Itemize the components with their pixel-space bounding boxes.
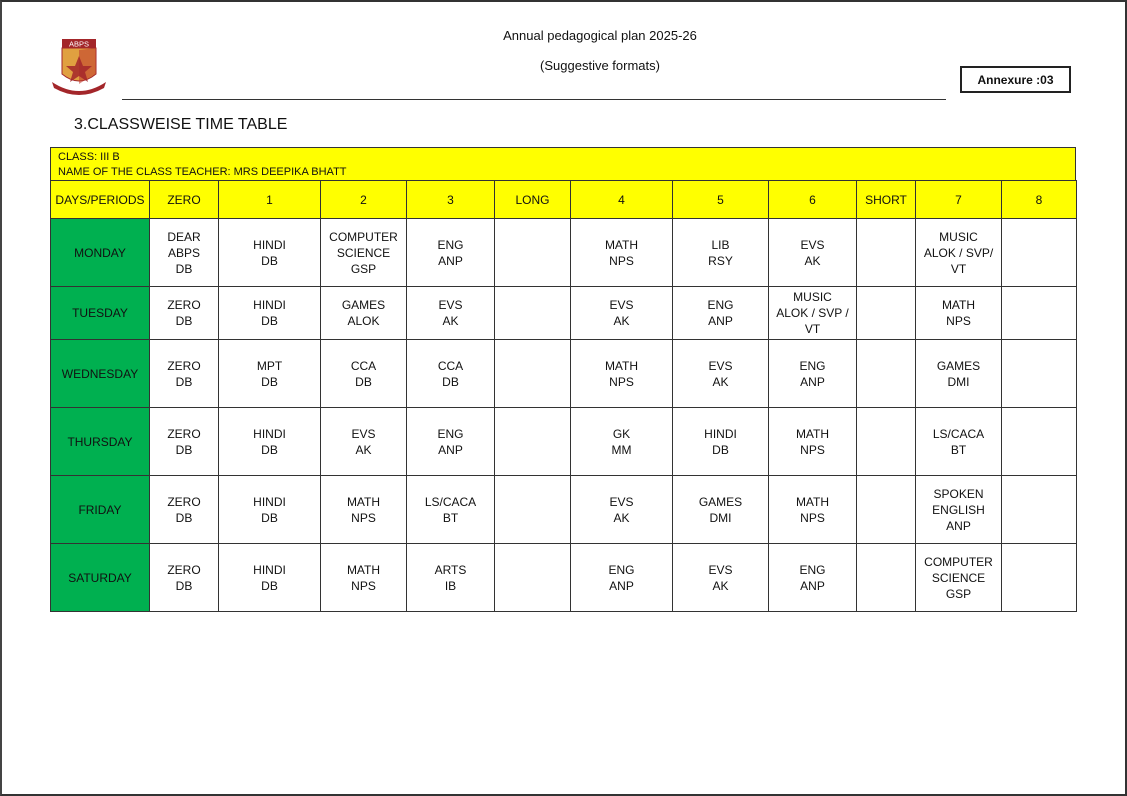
period-cell [219,340,321,408]
table-row [51,408,1077,476]
period-cell [1002,219,1077,287]
period-cell-line: MATH [941,298,976,312]
period-cell-line: HINDI [253,426,286,441]
period-cell [916,340,1002,408]
timetable-header-row [51,181,1077,219]
period-cell [857,544,916,612]
period-cell-line: BT [950,442,967,457]
period-cell [321,408,407,476]
period-cell-line: MUSIC [793,290,832,304]
period-cell-line: ENG [799,562,826,577]
period-cell-line: MATH [346,562,381,577]
period-cell-line: MATH [795,494,830,509]
period-cell-line: NPS [946,314,971,328]
period-cell-line: DMI [709,510,732,525]
column-header: LONG [495,181,571,219]
period-cell [673,408,769,476]
period-cell-line: ANP [800,578,825,593]
period-cell-line: GSP [945,586,972,601]
period-cell-line: MM [611,442,632,457]
period-cell [150,408,219,476]
period-cell-line: NPS [351,510,376,525]
period-cell-line: AK [804,253,821,268]
period-cell-line: SCIENCE [931,570,986,585]
header-divider [122,99,946,100]
period-cell-line: NPS [800,442,825,457]
period-cell-line: VT [804,322,821,336]
period-cell-line: DEAR [167,229,201,244]
period-cell-line: NPS [800,510,825,525]
svg-text:ABPS: ABPS [68,39,90,49]
column-header: SHORT [857,181,916,219]
column-header: 4 [571,181,673,219]
period-cell-line: AK [613,510,630,525]
period-cell [219,476,321,544]
period-cell [673,287,769,340]
period-cell-line: GAMES [341,298,386,312]
period-cell [219,544,321,612]
period-cell-line: NPS [351,578,376,593]
period-cell-line: DB [261,578,278,593]
period-cell [495,340,571,408]
period-cell-line: MATH [604,358,639,373]
period-cell [150,219,219,287]
period-cell-line: DB [175,374,193,389]
period-cell-line: ALOK [347,314,380,328]
period-cell-line: EVS [609,494,634,509]
period-cell-line: ZERO [167,494,201,509]
period-cell-line: DB [261,510,278,525]
period-cell-line: AK [712,374,729,389]
period-cell-line: CCA [350,358,377,373]
period-cell-line: MATH [346,494,381,509]
period-cell-line: AK [613,314,630,328]
period-cell-line: GK [612,426,631,441]
period-cell [495,544,571,612]
period-cell-line: ANP [609,578,634,593]
period-cell-line: ENG [437,426,464,441]
period-cell [1002,340,1077,408]
period-cell [321,544,407,612]
day-cell: MONDAY [51,219,150,287]
period-cell-line: ZERO [167,562,201,577]
period-cell [1002,544,1077,612]
period-cell-line: SPOKEN [933,486,984,501]
period-cell [407,408,495,476]
period-cell-line: HINDI [704,426,737,441]
period-cell [916,219,1002,287]
period-cell [150,476,219,544]
period-cell-line: DB [261,314,278,328]
period-cell [1002,476,1077,544]
table-row [51,287,1077,340]
period-cell-line: HINDI [253,494,286,509]
period-cell-line: AK [712,578,729,593]
period-cell-line: LS/CACA [932,426,985,441]
period-cell [769,287,857,340]
section-heading: 3.CLASSWEISE TIME TABLE [74,116,288,133]
period-cell [219,408,321,476]
period-cell-line: DB [712,442,729,457]
period-cell-line: DB [175,578,193,593]
period-cell-line: ABPS [167,245,200,260]
period-cell [1002,287,1077,340]
period-cell-line: ANP [438,253,463,268]
period-cell [857,287,916,340]
period-cell-line: NPS [609,253,634,268]
period-cell [673,219,769,287]
period-cell [769,340,857,408]
period-cell-line: MPT [256,358,283,373]
period-cell-line: ENG [707,298,734,312]
table-row [51,219,1077,287]
period-cell [407,544,495,612]
period-cell [857,219,916,287]
period-cell [571,340,673,408]
column-header: DAYS/PERIODS [51,181,150,219]
table-row [51,544,1077,612]
day-cell: SATURDAY [51,544,150,612]
period-cell [495,219,571,287]
period-cell-line: GAMES [936,358,981,373]
period-cell [407,287,495,340]
document-subtitle: (Suggestive formats) [540,58,660,73]
class-label: CLASS: III B [58,151,120,163]
period-cell-line: DB [442,374,459,389]
period-cell-line: HINDI [253,298,286,312]
period-cell [857,340,916,408]
period-cell-line: AK [355,442,372,457]
period-cell-line: VT [950,261,967,276]
period-cell [673,340,769,408]
period-cell [571,408,673,476]
period-cell-line: EVS [351,426,376,441]
period-cell-line: DB [175,314,193,328]
column-header: 8 [1002,181,1077,219]
period-cell-line: EVS [708,358,733,373]
period-cell-line: GAMES [698,494,743,509]
period-cell [769,476,857,544]
period-cell-line: ENG [608,562,635,577]
period-cell [673,544,769,612]
period-cell-line: LIB [711,237,730,252]
period-cell-line: ANP [800,374,825,389]
period-cell [321,340,407,408]
document-title: Annual pedagogical plan 2025-26 [503,28,697,43]
column-header: 5 [673,181,769,219]
period-cell [571,476,673,544]
period-cell-line: EVS [438,298,463,312]
day-cell: WEDNESDAY [51,340,150,408]
period-cell [407,340,495,408]
column-header: 3 [407,181,495,219]
period-cell [495,287,571,340]
period-cell [321,476,407,544]
period-cell-line: ANP [438,442,463,457]
period-cell-line: EVS [708,562,733,577]
period-cell [407,476,495,544]
period-cell-line: EVS [800,237,825,252]
period-cell-line: DB [261,374,278,389]
period-cell [321,219,407,287]
table-row [51,340,1077,408]
period-cell-line: ZERO [167,426,201,441]
school-logo [48,38,110,100]
day-cell: FRIDAY [51,476,150,544]
period-cell [571,287,673,340]
column-header: ZERO [150,181,219,219]
period-cell-line: LS/CACA [424,494,477,509]
period-cell-line: MATH [604,237,639,252]
period-cell [857,476,916,544]
day-cell: TUESDAY [51,287,150,340]
period-cell-line: ENGLISH [932,502,985,517]
period-cell-line: CCA [437,358,464,373]
table-row [51,476,1077,544]
column-header: 6 [769,181,857,219]
period-cell [1002,408,1077,476]
period-cell-line: RSY [708,253,733,268]
annexure-badge: Annexure :03 [960,66,1071,93]
period-cell-line: MATH [795,426,830,441]
period-cell-line: AK [442,314,459,328]
period-cell [571,219,673,287]
period-cell-line: DB [175,510,193,525]
period-cell-line: SCIENCE [336,245,391,260]
period-cell-line: IB [444,578,457,593]
period-cell-line: NPS [609,374,634,389]
period-cell-line: DMI [947,374,970,389]
period-cell-line: COMPUTER [924,554,993,569]
period-cell-line: DB [175,442,193,457]
period-cell [857,408,916,476]
period-cell-line: ALOK / SVP / [776,306,849,320]
timetable [50,180,1077,612]
day-cell: THURSDAY [51,408,150,476]
period-cell [916,544,1002,612]
period-cell [407,219,495,287]
period-cell [769,219,857,287]
period-cell-line: ENG [799,358,826,373]
period-cell-line: HINDI [253,237,286,252]
class-teacher-label: NAME OF THE CLASS TEACHER: MRS DEEPIKA BHATT [58,166,347,178]
period-cell-line: ZERO [167,358,201,373]
period-cell [916,287,1002,340]
period-cell-line: ZERO [167,298,201,312]
period-cell-line: ALOK / SVP/ [923,245,994,260]
period-cell [495,408,571,476]
period-cell-line: COMPUTER [329,229,398,244]
period-cell [219,287,321,340]
period-cell [150,340,219,408]
period-cell [150,544,219,612]
period-cell [219,219,321,287]
period-cell-line: MUSIC [939,229,978,244]
column-header: 1 [219,181,321,219]
column-header: 7 [916,181,1002,219]
timetable-body [51,219,1077,612]
period-cell-line: ANP [946,518,971,533]
period-cell [673,476,769,544]
period-cell-line: ARTS [434,562,467,577]
period-cell-line: DB [261,253,278,268]
class-info-box [50,147,1076,181]
period-cell-line: DB [355,374,372,389]
period-cell [321,287,407,340]
period-cell [916,476,1002,544]
period-cell-line: ENG [437,237,464,252]
period-cell-line: GSP [350,261,377,276]
period-cell [769,544,857,612]
period-cell [150,287,219,340]
period-cell-line: DB [175,261,193,276]
period-cell [571,544,673,612]
period-cell-line: ANP [708,314,733,328]
period-cell-line: HINDI [253,562,286,577]
period-cell-line: DB [261,442,278,457]
period-cell-line: EVS [609,298,634,312]
period-cell [495,476,571,544]
period-cell [769,408,857,476]
column-header: 2 [321,181,407,219]
period-cell-line: BT [442,510,459,525]
period-cell [916,408,1002,476]
